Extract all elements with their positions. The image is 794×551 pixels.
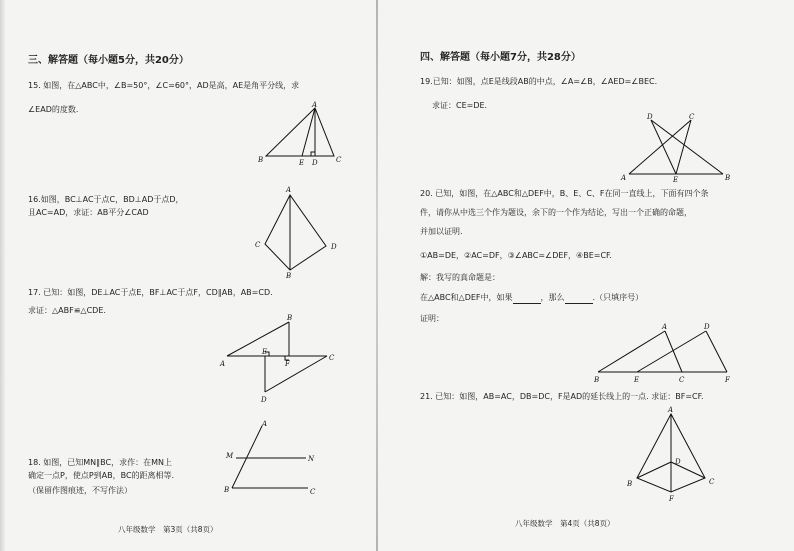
q20-fill-suffix: .（只填序号）	[592, 293, 644, 302]
q20-text-line1: 20. 已知，如图，在△ABC和△DEF中，B、E、C、F在同一直线上，下面有四个条	[420, 189, 709, 198]
q20-solution: 解：我写的真命题是：	[420, 273, 500, 282]
q17-label-B: B	[287, 314, 293, 322]
q18-label-N: N	[308, 455, 315, 463]
q20-figure	[592, 322, 737, 386]
q21-label-A: A	[668, 406, 674, 414]
q20-label-F: F	[725, 376, 730, 384]
q20-label-E: E	[634, 376, 640, 384]
q17-figure	[220, 314, 350, 406]
q19-label-C: C	[689, 113, 695, 121]
q19-figure	[619, 110, 734, 182]
q15-text-line2: ∠EAD的度数.	[28, 105, 79, 114]
q21-label-F: F	[669, 495, 674, 503]
q15-triangle-figure	[255, 101, 345, 167]
q20-text-line3: 并加以证明.	[420, 227, 463, 236]
q21-figure	[625, 404, 720, 504]
q19-label-A: A	[621, 174, 627, 182]
q15-label-B: B	[258, 156, 264, 164]
q19-label-E: E	[673, 176, 679, 184]
q18-label-M: M	[226, 452, 234, 460]
q16-text-line1: 16.如图，BC⊥AC于点C，BD⊥AD于点D，	[28, 195, 184, 204]
q20-fill-line	[420, 293, 643, 304]
q17-label-C: C	[329, 354, 335, 362]
q20-fill-prefix: 在△ABC和△DEF中，如果	[420, 293, 513, 302]
q21-label-B: B	[627, 480, 633, 488]
q15-text-line1: 15. 如图，在△ABC中，∠B=50°，∠C=60°，AD是高，AE是角平分线，求	[28, 81, 300, 90]
q20-text-line2: 件，请你从中选三个作为题设，余下的一个作为结论，写出一个正确的命题，	[420, 208, 692, 217]
q17-text-line2: 求证：△ABF≌△CDE.	[28, 306, 106, 315]
q18-label-A: A	[262, 420, 268, 428]
q20-label-A: A	[662, 323, 668, 331]
q15-label-D: D	[312, 159, 318, 167]
q21-label-C: C	[709, 478, 715, 486]
q18-text-line3: （保留作图痕迹，不写作法）	[28, 486, 132, 495]
q21-text-line1: 21. 已知：如图，AB=AC，DB=DC，F是AD的延长线上的一点. 求证：BF=CF.	[420, 392, 704, 401]
q19-label-B: B	[725, 174, 731, 182]
q20-label-B: B	[594, 376, 600, 384]
q18-text-line1: 18. 如图，已知MN∥BC，求作：在MN上	[28, 458, 172, 467]
q20-label-C: C	[679, 376, 685, 384]
q20-options: ①AB=DE，②AC=DF，③∠ABC=∠DEF，④BE=CF.	[420, 251, 612, 260]
q17-label-A: A	[220, 360, 226, 368]
q18-figure	[220, 420, 330, 500]
right-page-footer: 八年级数学 第4页（共8页）	[515, 519, 615, 528]
q21-label-D: D	[675, 458, 681, 466]
q15-label-E: E	[299, 159, 305, 167]
section-heading-3: 三、解答题（每小题5分，共20分）	[28, 55, 189, 66]
section-heading-4: 四、解答题（每小题7分，共28分）	[420, 52, 581, 63]
q18-label-C: C	[310, 488, 316, 496]
q20-blank-condition[interactable]	[513, 293, 541, 304]
q15-label-C: C	[336, 156, 342, 164]
q17-label-D: D	[261, 396, 267, 404]
q19-label-D: D	[647, 113, 653, 121]
q19-text-line2: 求证：CE=DE.	[432, 101, 488, 110]
q16-label-A: A	[286, 186, 292, 194]
q19-text-line1: 19.已知：如图，点E是线段AB的中点，∠A=∠B，∠AED=∠BEC.	[420, 77, 658, 86]
q20-fill-mid: ，那么	[540, 293, 565, 302]
q16-label-B: B	[286, 272, 292, 280]
q20-blank-conclusion[interactable]	[565, 293, 593, 304]
q18-text-line2: 确定一点P，使点P到AB，BC的距离相等.	[28, 471, 175, 480]
q18-label-B: B	[224, 486, 230, 494]
q20-label-D: D	[704, 323, 710, 331]
q17-label-F: F	[285, 360, 290, 368]
left-page-footer: 八年级数学 第3页（共8页）	[118, 525, 218, 534]
q17-label-E: E	[262, 348, 268, 356]
q16-label-D: D	[331, 243, 337, 251]
q16-kite-figure	[255, 185, 350, 280]
q20-proof: 证明：	[420, 314, 444, 323]
q16-label-C: C	[255, 241, 261, 249]
right-page	[397, 0, 794, 551]
q17-text-line1: 17. 已知：如图，DE⊥AC于点E，BF⊥AC于点F，CD∥AB，AB=CD.	[28, 288, 273, 297]
q15-label-A: A	[312, 101, 318, 109]
q16-text-line2: 且AC=AD，求证：AB平分∠CAD	[28, 208, 149, 217]
